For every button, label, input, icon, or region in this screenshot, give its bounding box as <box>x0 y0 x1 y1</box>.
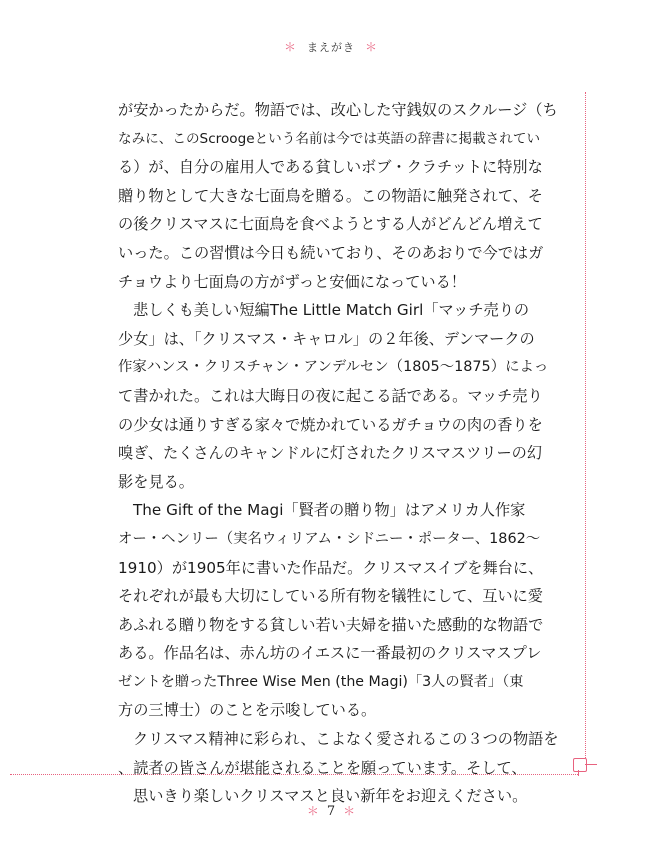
text-line: The Gift of the Magi「賢者の贈り物」はアメリカ人作家 <box>133 501 526 520</box>
page-number: 7 <box>326 804 336 819</box>
text-line: 思いきり楽しいクリスマスと良い新年をお迎えください。 <box>133 787 528 806</box>
text-line: それぞれが最も大切にしている所有物を犠牲にして、互いに愛 <box>118 587 543 606</box>
text-line: ゼントを贈ったThree Wise Men (the Magi)「3人の賢者」（東 <box>118 673 524 690</box>
star-icon-right: ＊ <box>365 40 379 54</box>
text-line: て書かれた。これは大晦日の夜に起こる話である。マッチ売り <box>118 386 543 405</box>
text-line: 、読者の皆さんが堪能されることを願っています。そして、 <box>118 758 527 777</box>
text-line: あふれる贈り物をする貧しい若い夫婦を描いた感動的な物語で <box>118 615 544 634</box>
body-text <box>118 96 570 811</box>
running-header <box>0 38 662 55</box>
text-line: なみに、このScroogeという名前は今では英語の辞書に掲載されてい <box>118 130 541 147</box>
text-line: の少女は通りすぎる家々で焼かれているガチョウの肉の香りを <box>118 415 543 434</box>
decorative-corner-line <box>578 770 579 776</box>
text-line: が安かったからだ。物語では、改心した守銭奴のスクルージ（ち <box>118 101 558 119</box>
text-line: 少女」は、「クリスマス・キャロル」の２年後、デンマークの <box>118 329 535 348</box>
text-line: 作家ハンス・クリスチャン・アンデルセン（1805～1875）によっ <box>118 359 549 376</box>
text-line: 影を見る。 <box>118 472 194 491</box>
star-icon-left: ＊ <box>306 804 319 818</box>
decorative-border-right <box>585 92 586 760</box>
text-line: 1910）が1905年に書いた作品だ。クリスマスイブを舞台に、 <box>118 558 544 577</box>
text-line: クリスマス精神に彩られ、こよなく愛されるこの３つの物語を <box>133 730 559 749</box>
star-icon-left: ＊ <box>283 40 297 54</box>
decorative-corner-line <box>585 764 597 765</box>
text-line: チョウより七面鳥の方がずっと安価になっている！ <box>118 272 466 291</box>
text-line: 贈り物として大きな七面鳥を贈る。この物語に触発されて、そ <box>118 186 543 205</box>
text-line: 悲しくも美しい短編The Little Match Girl「マッチ売りの <box>133 301 530 320</box>
text-line: いった。この習慣は今日も続いており、そのあおりで今ではガ <box>118 243 544 262</box>
header-title: まえがき <box>307 41 355 54</box>
text-line: ある。作品名は、赤ん坊のイエスに一番最初のクリスマスプレ <box>118 644 542 663</box>
text-line: 嗅ぎ、たくさんのキャンドルに灯されたクリスマスツリーの幻 <box>118 444 543 463</box>
page-footer <box>0 802 662 819</box>
text-line: の後クリスマスに七面鳥を食べようとする人がどんどん増えて <box>118 215 543 234</box>
star-icon-right: ＊ <box>343 804 356 818</box>
text-line: 方の三博士）のことを示唆している。 <box>118 701 377 720</box>
text-line: オー・ヘンリー（実名ウィリアム・シドニー・ポーター、1862～ <box>118 530 541 547</box>
text-line: る）が、自分の雇用人である貧しいボブ・クラチットに特別な <box>118 158 543 177</box>
decorative-corner-ornament <box>573 758 587 772</box>
